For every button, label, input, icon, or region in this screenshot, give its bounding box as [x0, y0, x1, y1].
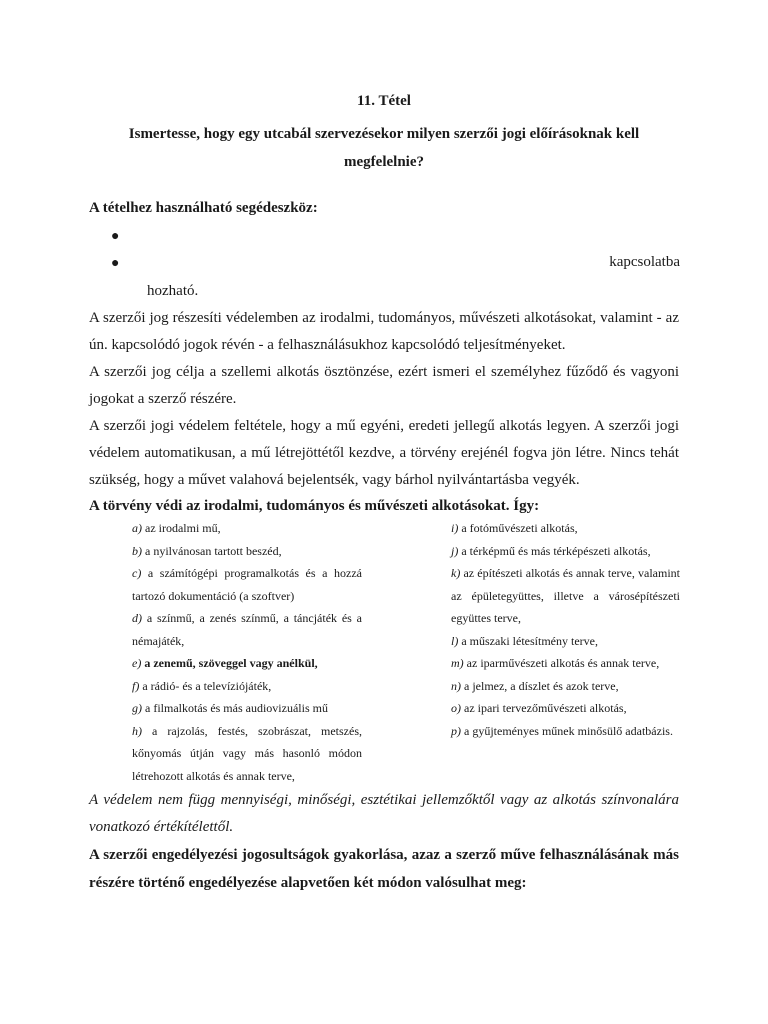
works-list-left	[132, 517, 362, 787]
list-item: j) a térképmű és más térképészeti alkotás,	[451, 543, 651, 558]
list-item: h) a rajzolás, festés, szobrászat, metszés, kőnyomás útján vagy más hasonló módon létrehozott alkotás és annak terve,	[132, 723, 362, 783]
page-title: 11. Tétel	[357, 93, 411, 109]
list-item: e) a zenemű, szöveggel vagy anélkül,	[132, 656, 318, 670]
list-item: i) a fotóművészeti alkotás,	[451, 521, 578, 535]
paragraph-5: A védelem nem függ mennyiségi, minőségi, esztétikai jellemzőktől vagy az alkotás színvonalára vonatkozó értékítélettől.	[89, 792, 679, 835]
list-item: c) a számítógépi programalkotás és a hozzá tartozó dokumentáció (a szoftver)	[132, 566, 362, 603]
list-item: o) az ipari tervezőművészeti alkotás,	[451, 701, 627, 715]
bullet-2: ●	[111, 256, 120, 271]
tools-heading: A tételhez használható segédeszköz:	[89, 200, 318, 216]
paragraph-6: A szerzői engedélyezési jogosultságok gyakorlása, azaz a szerző műve felhasználásának más részére történő engedélyezése alapvetően két módon valósulhat meg:	[89, 847, 679, 891]
question-heading: Ismertesse, hogy egy utcabál szervezésekor milyen szerzői jogi előírásoknak kell megfelelnie?	[128, 126, 640, 170]
paragraph-4: A törvény védi az irodalmi, tudományos és művészeti alkotásokat. Így:	[89, 498, 540, 514]
list-item: d) a színmű, a zenés színmű, a táncjáték és a némajáték,	[132, 611, 362, 648]
list-item: n) a jelmez, a díszlet és azok terve,	[451, 678, 619, 693]
list-item: k) az építészeti alkotás és annak terve, valamint az épületegyüttes, illetve a városépítészeti együttes terve,	[451, 566, 680, 625]
list-item: g) a filmalkotás és más audiovizuális mű	[132, 701, 328, 715]
bullet-2-text: kapcsolatba	[609, 254, 680, 270]
list-item: l) a műszaki létesítmény terve,	[451, 633, 598, 648]
paragraph-2: A szerzői jog célja a szellemi alkotás ösztönzése, ezért ismeri el személyhez fűződő és vagyoni jogokat a szerző részére.	[89, 364, 679, 407]
list-item: f) a rádió- és a televíziójáték,	[132, 678, 272, 693]
list-item: a) az irodalmi mű,	[132, 521, 221, 535]
list-item: m) az iparművészeti alkotás és annak terve,	[451, 656, 660, 670]
paragraph-3: A szerzői jogi védelem feltétele, hogy a mű egyéni, eredeti jellegű alkotás legyen. A szerzői jogi védelem automatikusan, a mű létrejöttétől kezdve, a törvény erejénél fogva jön létre. Nincs tehát szükség, hogy a művet valahová bejelentsék, vagy bárhol nyilvántartásba vegyék.	[89, 418, 679, 488]
list-item: p) a gyűjteményes műnek minősülő adatbázis.	[451, 723, 673, 738]
paragraph-1: A szerzői jog részesíti védelemben az irodalmi, tudományos, művészeti alkotásokat, valamint - az ún. kapcsolódó jogok révén - a felhasználásukhoz kapcsolódó teljesítményeket.	[89, 310, 679, 353]
bullet-1: ●	[111, 229, 120, 244]
works-list-right	[451, 517, 680, 742]
list-item: b) a nyilvánosan tartott beszéd,	[132, 543, 282, 558]
bullet-2-continuation: hozható.	[147, 283, 199, 299]
